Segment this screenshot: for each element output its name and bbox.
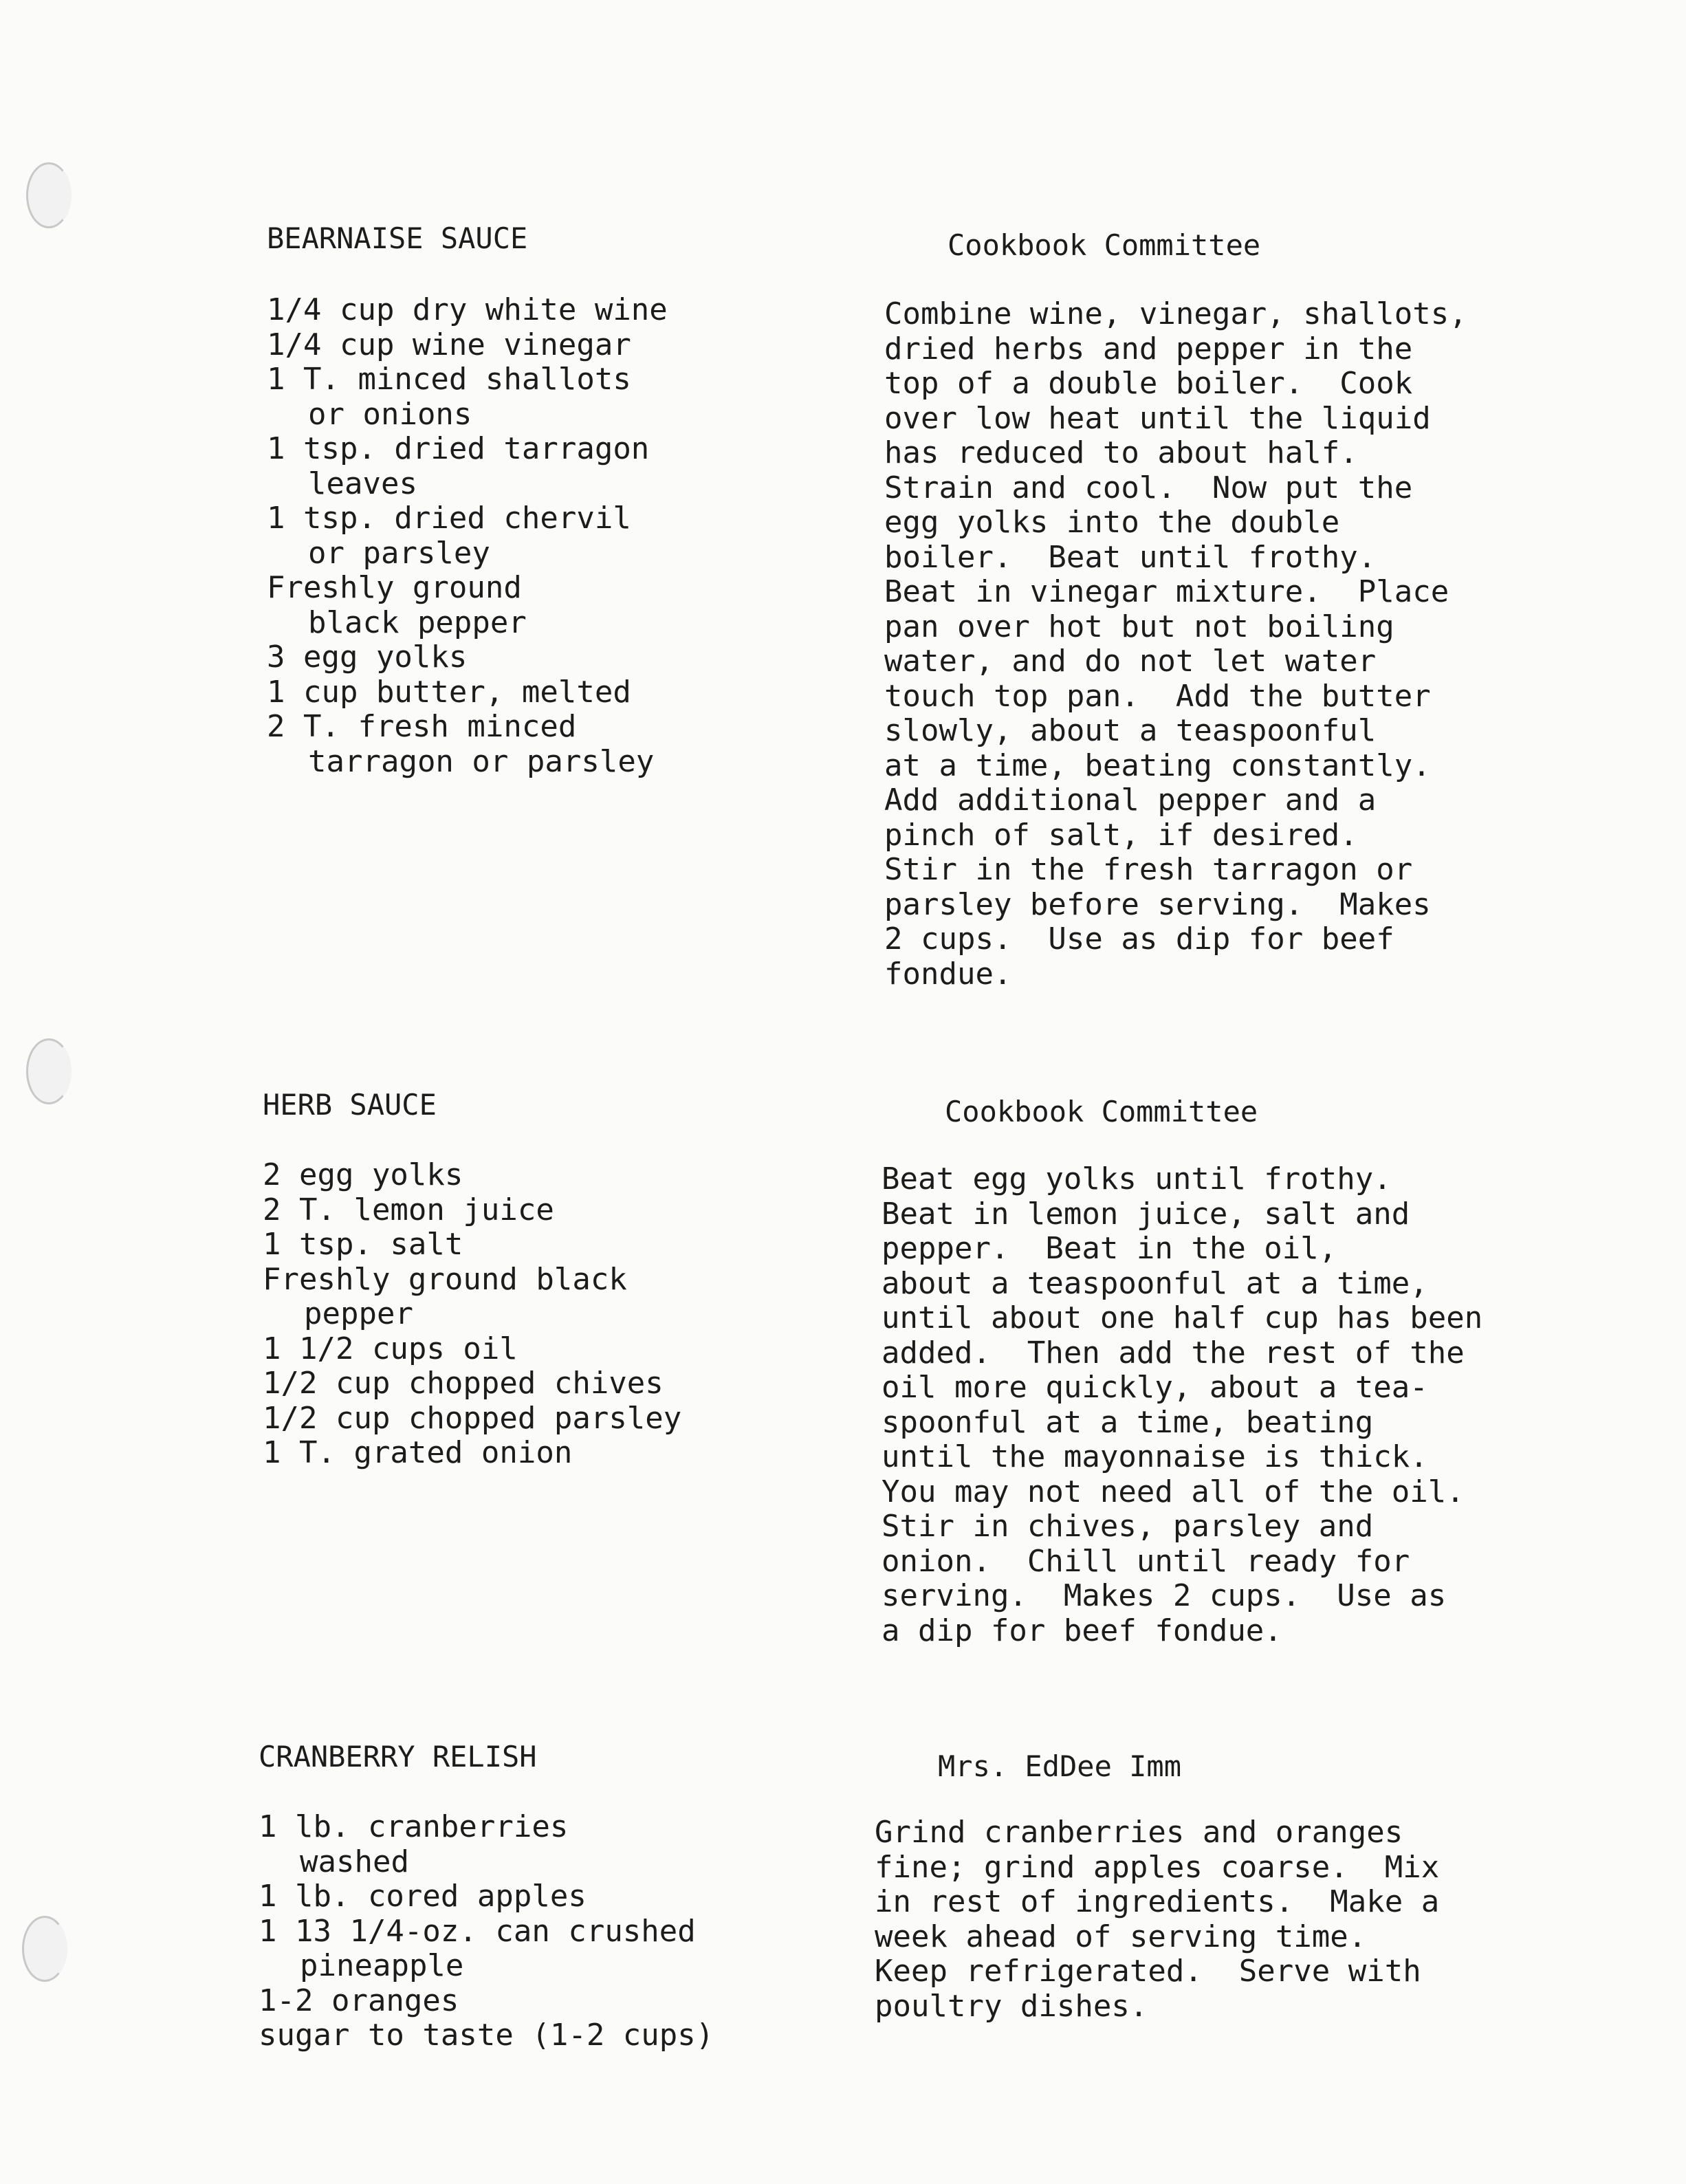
ingredient-item: Freshly ground black pepper	[267, 570, 527, 640]
ingredient-list	[263, 1158, 681, 1471]
ingredient-item: 2 egg yolks	[263, 1157, 463, 1192]
ingredient-item: 1-2 oranges	[259, 1983, 459, 2018]
ingredient-item: 1/2 cup chopped parsley	[263, 1400, 682, 1436]
recipe-title: CRANBERRY RELISH	[259, 1740, 537, 1773]
ingredient-item: 1 tsp. salt	[263, 1227, 463, 1262]
ingredient-list	[259, 1810, 714, 2053]
directions-text: Grind cranberries and oranges fine; grind apples coarse. Mix in rest of ingredients. Make a week ahead of serving time. Keep refrigerated. Serve with poultry dishes.	[875, 1815, 1440, 2024]
ingredient-item: 2 T. fresh minced tarragon or parsley	[267, 709, 655, 779]
ingredient-item: 1 T. minced shallots or onions	[267, 362, 631, 432]
ingredient-item: 1 lb. cranberries washed	[259, 1809, 569, 1879]
recipe-attribution: Mrs. EdDee Imm	[938, 1749, 1182, 1783]
ingredient-item: 1/4 cup wine vinegar	[267, 327, 631, 362]
ingredient-item: 1/4 cup dry white wine	[267, 292, 668, 327]
directions-text: Beat egg yolks until frothy. Beat in lemon juice, salt and pepper. Beat in the oil, about a teaspoonful at a time, until about one half cup has been added. Then add the rest of the oil more quickly, about a tea- spoonful at a time, beating until the mayonnaise is thick. You may not need all of the oil. Stir in chives, parsley and onion. Chill until ready for serving. Makes 2 cups. Use as a dip for beef fondue.	[882, 1161, 1483, 1648]
binder-hole	[26, 162, 72, 228]
ingredient-item: 1 lb. cored apples	[259, 1879, 587, 1914]
recipe-attribution: Cookbook Committee	[945, 1095, 1258, 1128]
ingredient-item: 1 1/2 cups oil	[263, 1331, 518, 1366]
ingredient-item: 1 tsp. dried tarragon leaves	[267, 431, 650, 501]
ingredient-item: 1 T. grated onion	[263, 1435, 573, 1470]
recipe-title: BEARNAISE SAUCE	[267, 221, 528, 255]
ingredient-item: sugar to taste (1-2 cups)	[259, 2018, 714, 2053]
recipe-title: HERB SAUCE	[263, 1088, 437, 1122]
directions-text: Combine wine, vinegar, shallots, dried herbs and pepper in the top of a double boiler. Cook over low heat until the liquid has reduced to about half. Strain and cool. Now put the egg yolks into the double boiler. Beat until frothy. Beat in vinegar mixture. Place pan over hot but not boiling water, and do not let water touch top pan. Add the butter slowly, about a teaspoonful at a time, beating constantly. Add additional pepper and a pinch of salt, if desired. Stir in the fresh tarragon or parsley before serving. Makes 2 cups. Use as dip for beef fondue.	[884, 296, 1467, 992]
ingredient-item: Freshly ground black pepper	[263, 1261, 627, 1331]
ingredient-list	[267, 293, 668, 779]
ingredient-item: 1 cup butter, melted	[267, 674, 631, 710]
ingredient-item: 3 egg yolks	[267, 640, 468, 675]
ingredient-item: 1/2 cup chopped chives	[263, 1366, 664, 1401]
binder-hole	[22, 1916, 67, 1982]
ingredient-item: 2 T. lemon juice	[263, 1192, 554, 1227]
recipe-attribution: Cookbook Committee	[948, 228, 1261, 262]
ingredient-item: 1 tsp. dried chervil or parsley	[267, 501, 631, 571]
ingredient-item: 1 13 1/4-oz. can crushed pineapple	[259, 1913, 696, 1983]
binder-hole	[26, 1038, 72, 1104]
